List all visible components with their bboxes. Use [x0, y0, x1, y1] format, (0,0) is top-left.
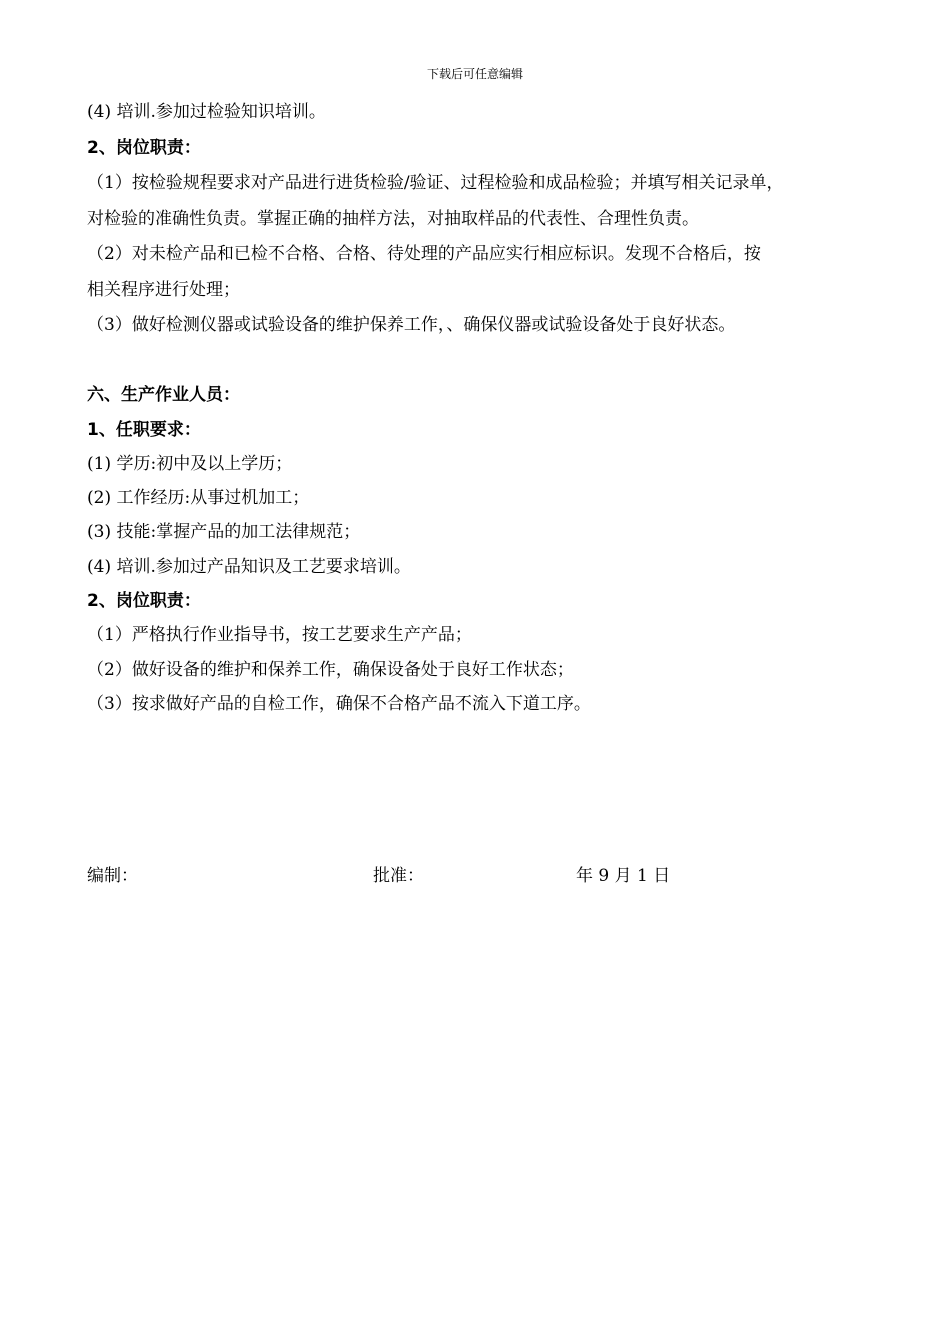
req-item-4: (4) 培训.参加过检验知识培训。	[87, 102, 326, 122]
section-6-req-item: (3) 技能:掌握产品的加工法律规范；	[87, 522, 361, 542]
section-6-duty-item: （3）按求做好产品的自检工作，确保不合格产品不流入下道工序。	[87, 694, 591, 714]
duty-1-line2: 对检验的准确性负责。掌握正确的抽样方法，对抽取样品的代表性、合理性负责。	[87, 209, 699, 229]
approved-by-label: 批准：	[373, 866, 424, 886]
page-header-note: 下载后可任意编辑	[426, 67, 523, 81]
section-6-duty-item: （2）做好设备的维护和保养工作，确保设备处于良好工作状态；	[87, 660, 574, 680]
duty-2-line1: （2）对未检产品和已检不合格、合格、待处理的产品应实行相应标识。发现不合格后，按	[87, 244, 761, 264]
section-6-title: 六、生产作业人员：	[87, 385, 240, 405]
section-6-req-item: (4) 培训.参加过产品知识及工艺要求培训。	[87, 557, 411, 577]
section-6-duties-heading: 2、岗位职责：	[87, 591, 201, 611]
duties-heading: 2、岗位职责：	[87, 138, 201, 158]
section-6-req-heading: 1、任职要求：	[87, 420, 201, 440]
duty-1-line1: （1）按检验规程要求对产品进行进货检验/验证、过程检验和成品检验；并填写相关记录单，	[87, 173, 784, 193]
section-6-duty-item: （1）严格执行作业指导书，按工艺要求生产产品；	[87, 625, 472, 645]
duty-2-line2: 相关程序进行处理；	[87, 280, 240, 300]
prepared-by-label: 编制：	[87, 866, 138, 886]
signature-date: 年 9 月 1 日	[576, 866, 671, 886]
duty-3: （3）做好检测仪器或试验设备的维护保养工作，、确保仪器或试验设备处于良好状态。	[87, 315, 736, 335]
section-6-req-item: (2) 工作经历:从事过机加工；	[87, 488, 310, 508]
section-6-req-item: (1) 学历:初中及以上学历；	[87, 454, 293, 474]
